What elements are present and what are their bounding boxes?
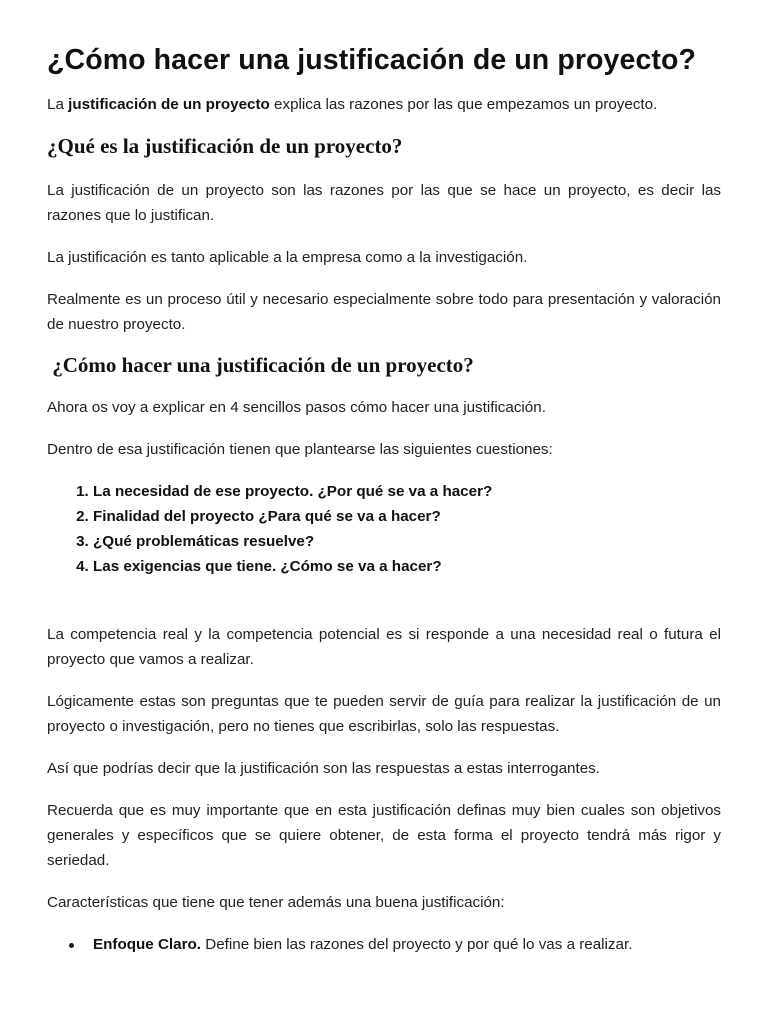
list-item-text: Define bien las razones del proyecto y por qué lo vas a realizar.	[201, 936, 633, 953]
bullet-icon	[69, 943, 74, 948]
paragraph: Lógicamente estas son preguntas que te pueden servir de guía para realizar la justificación de un proyecto o investigación, pero no tienes que escribirlas, solo las respuestas.	[47, 693, 721, 735]
question-item: 2. Finalidad del proyecto ¿Para qué se va a hacer?	[93, 504, 721, 529]
list-item	[93, 932, 721, 957]
question-item: 4. Las exigencias que tiene. ¿Cómo se va a hacer?	[93, 554, 721, 579]
question-item: 1. La necesidad de ese proyecto. ¿Por qué se va a hacer?	[93, 479, 721, 504]
paragraph: La justificación de un proyecto son las razones por las que se hace un proyecto, es decir las razones que lo justifican.	[47, 182, 721, 224]
section-heading-how-to: ¿Cómo hacer una justificación de un proyecto?	[47, 353, 474, 377]
intro-prefix: La	[47, 96, 69, 113]
paragraph: Así que podrías decir que la justificación son las respuestas a estas interrogantes.	[47, 760, 600, 777]
paragraph: Ahora os voy a explicar en 4 sencillos pasos cómo hacer una justificación.	[47, 399, 546, 416]
list-item-bold: Enfoque Claro.	[93, 936, 202, 953]
paragraph: Características que tiene que tener además una buena justificación:	[47, 894, 505, 911]
paragraph: La justificación es tanto aplicable a la empresa como a la investigación.	[47, 249, 528, 266]
characteristics-list	[47, 932, 721, 957]
questions-list	[47, 479, 721, 579]
intro-bold-term: justificación de un proyecto	[68, 96, 270, 113]
question-item: 3. ¿Qué problemáticas resuelve?	[93, 529, 721, 554]
paragraph: Realmente es un proceso útil y necesario especialmente sobre todo para presentación y valoración de nuestro proyecto.	[47, 291, 721, 333]
section-heading-what-is: ¿Qué es la justificación de un proyecto?	[47, 134, 403, 158]
intro-paragraph	[47, 92, 721, 117]
intro-suffix: explica las razones por las que empezamos un proyecto.	[269, 96, 658, 113]
paragraph: La competencia real y la competencia potencial es si responde a una necesidad real o futura el proyecto que vamos a realizar.	[47, 626, 721, 668]
paragraph: Dentro de esa justificación tienen que plantearse las siguientes cuestiones:	[47, 441, 553, 458]
paragraph: Recuerda que es muy importante que en esta justificación definas muy bien cuales son objetivos generales y específicos que se quiere obtener, de esta forma el proyecto tendrá más rigor y seriedad.	[47, 802, 721, 869]
page-title: ¿Cómo hacer una justificación de un proyecto?	[47, 44, 697, 76]
